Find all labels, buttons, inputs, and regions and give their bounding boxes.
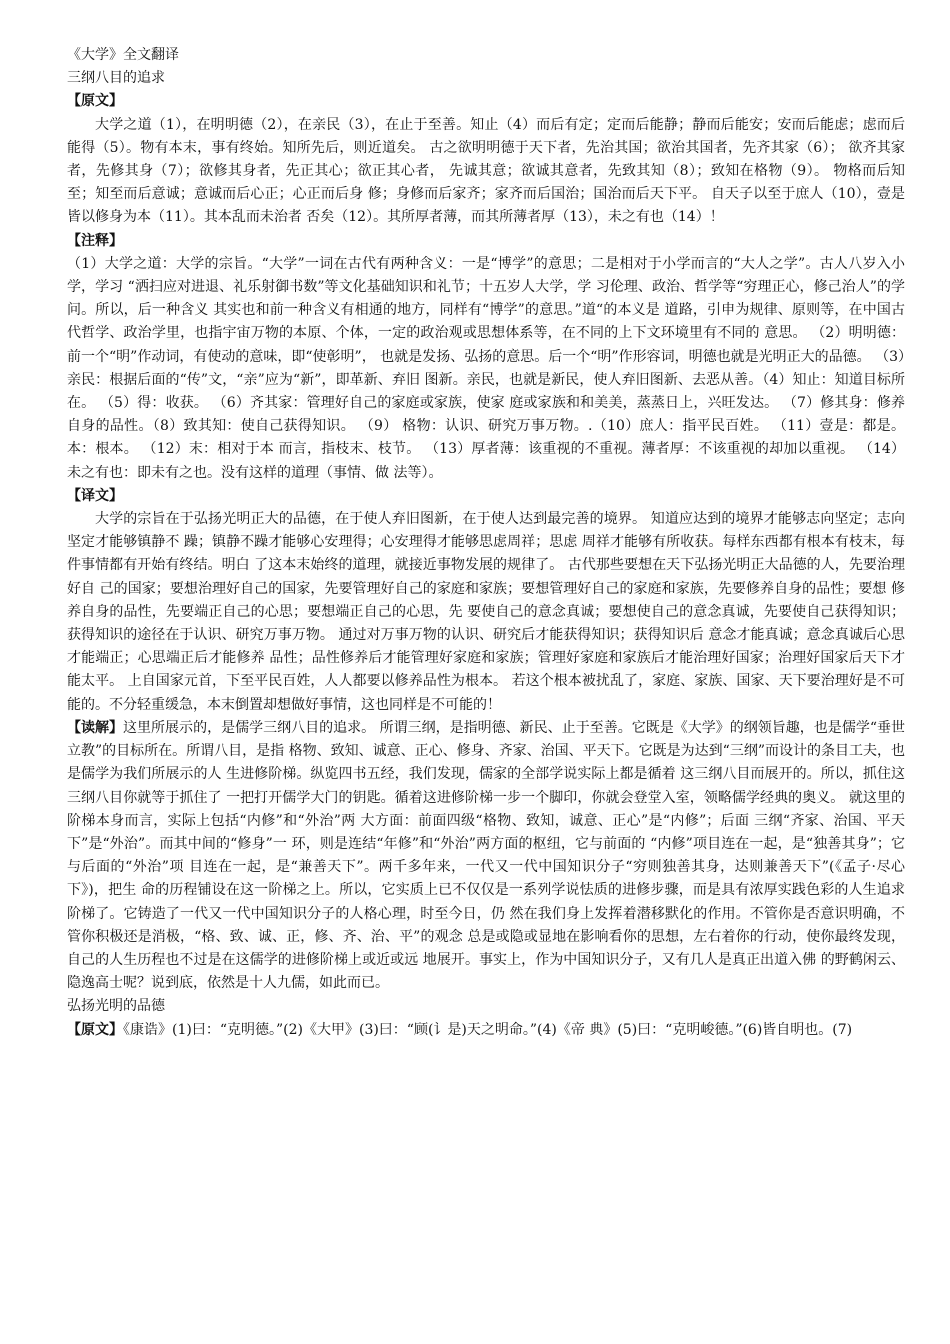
notes-label: 【注释】 xyxy=(67,232,123,249)
section-heading-2: 弘扬光明的品德 xyxy=(67,998,165,1015)
reading-text: 这里所展示的，是儒学三纲八目的追求。 所谓三纲，是指明德、新民、止于至善。它既是《大学》的纲领旨趣，也是儒学“垂世立教”的目标所在。所谓八目，是指 格物、致知、诚意、正心、修身、齐家、治国、平天下。它既是为达到“三纲”而设计的条目工夫，也是儒学为我们所展示的人 生进修阶梯。纵览四书五经，我们发现，儒家的全部学说实际上都是循着 这三纲八目而展开的。所以，抓住这三纲八目你就等于抓住了 一把打开儒学大门的钥匙。循着这进修阶梯一步一个脚印，你就会登堂入室，领略儒学经典的奥义。 就这里的阶梯本身而言，实际上包括“内修”和“外治”两 大方面：前面四级“格物、致知，诚意、正心”是“内修”；后面 三纲“齐家、治国、平天下”是“外治”。而其中间的“修身”一 环，则是连结“年修”和“外治”两方面的枢纽，它与前面的 “内修”项目连在一起，是“独善其身”；它与后面的“外治”项 目连在一起，是“兼善天下”。两千多年来，一代又一代中国知识分子“穷则独善其身，达则兼善天下”(《孟子·尽心下》)，把生 命的历程铺设在这一阶梯之上。所以，它实质上已不仅仅是一系列学说怯质的进修步骤，而是具有浓厚实践色彩的人生追求阶梯了。它铸造了一代又一代中国知识分子的人格心理，时至今日，仍 然在我们身上发挥着潜移默化的作用。不管你是否意识明确，不 管你积极还是消极，“格、致、诚、正，修、齐、治、平”的观念 总是或隐或显地在影响看你的思想，左右着你的行动，使你最终发现，自己的人生历程也不过是在这儒学的进修阶梯上或近或远 地展开。事实上，作为中国知识分子，又有几人是真正出道入佛 的野鹤闲云、隐逸高士呢？说到底，依然是十人九儒，如此而已。 xyxy=(67,719,905,992)
document-title: 《大学》全文翻译 xyxy=(67,47,179,63)
original-text-paragraph: 大学之道（1），在明明德（2），在亲民（3），在止于至善。知止（4）而后有定；定而后能静；静而后能安；安而后能虑；虑而后能得（5）。物有本末，事有终始。知所先后，则近道矣。 古之欲明明德于天下者，先治其国；欲治其国者，先齐其家（6）； 欲齐其家者，先修其身（7）；欲修其身者，先正其心；欲正其心者， 先诚其意；欲诚其意者，先致其知（8）；致知在格物（9）。 物格而后知至；知至而后意诚；意诚而后心正；心正而后身 修；身修而后家齐；家齐而后国治；国治而后天下平。 自天子以至于庶人（10），壹是皆以修身为本（11）。其本乱而未治者 否矣（12）。其所厚者薄，而其所薄者厚（13），未之有也（14）！ xyxy=(67,116,905,226)
document-body xyxy=(67,44,905,1042)
original-text-2: 《康诰》(1)曰：“克明德。”(2)《大甲》(3)曰：“顾(讠是)天之明命。”(4)《帝 典》(5)曰：“克明峻德。”(6)皆自明也。(7) xyxy=(123,1021,853,1038)
section-heading: 三纲八目的追求 xyxy=(67,70,165,87)
original-text-paragraph-2 xyxy=(67,1019,905,1042)
translation-label: 【译文】 xyxy=(67,487,123,504)
original-text-label-2: 【原文】 xyxy=(67,1021,123,1038)
reading-paragraph xyxy=(67,717,905,995)
reading-label: 【读解】 xyxy=(67,719,124,736)
notes-paragraph: （1）大学之道：大学的宗旨。“大学”一词在古代有两种含义：一是“博学”的意思；二是相对于小学而言的“大人之学”。古人八岁入小学，学习 “洒扫应对进退、礼乐射御书数”等文化基础知识和礼节；十五岁人大学，学 习伦理、政治、哲学等“穷理正心，修己治人”的学问。所以，后一种含义 其实也和前一种含义有相通的地方，同样有“博学”的意思。”道“的本义是 道路，引申为规律、原则等，在中国古代哲学、政治学里，也指宇宙万物的本原、个体，一定的政治观或思想体系等，在不同的上下文环境里有不同的 意思。 （2）明明德：前一个“明”作动词，有使动的意味，即“使彰明”， 也就是发扬、弘扬的意思。后一个“明”作形容词，明德也就是光明正大的品德。 （3）亲民：根据后面的“传”文，“亲”应为“新”，即革新、弃旧 图新。亲民，也就是新民，使人弃旧图新、去恶从善。（4）知止：知道目标所在。 （5）得：收获。 （6）齐其家：管理好自己的家庭或家族，使家 庭或家族和和美美，蒸蒸日上，兴旺发达。 （7）修其身：修养自身的品性。（8）致其知：使自己获得知识。 （9） 格物：认识、研究万事万物。.（10）庶人：指平民百姓。 （11）壹是：都是。本：根本。 （12）末：相对于本 而言，指枝末、枝节。 （13）厚者薄：该重视的不重视。薄者厚：不该重视的却加以重视。 （14）未之有也：即未有之也。没有这样的道理（事情、做 法等）。 xyxy=(67,255,905,481)
original-text-label: 【原文】 xyxy=(67,93,123,110)
translation-paragraph: 大学的宗旨在于弘扬光明正大的品德，在于使人弃旧图新，在于使人达到最完善的境界。 知道应达到的境界才能够志向坚定；志向坚定才能够镇静不 躁；镇静不躁才能够心安理得；心安理得才能够思虑周祥；思虑 周祥才能够有所收获。每样东西都有根本有枝末，每件事情都有开始有终结。明白 了这本末始终的道理，就接近事物发展的规律了。 古代那些要想在天下弘扬光明正大品德的人，先要治理好自 己的国家；要想治理好自己的国家，先要管理好自己的家庭和家族；要想管理好自己的家庭和家族，先要修养自身的品性；要想 修养自身的品性，先要端正自己的心思；要想端正自己的心思，先 要使自己的意念真诚；要想使自己的意念真诚，先要使自己获得知识；获得知识的途径在于认识、研究万事万物。 通过对万事万物的认识、研究后才能获得知识；获得知识后 意念才能真诚；意念真诚后心思才能端正；心思端正后才能修养 品性；品性修养后才能管理好家庭和家族；管理好家庭和家族后才能治理好国家；治理好国家后天下才能太平。 上自国家元首，下至平民百姓，人人都要以修养品性为根本。 若这个根本被扰乱了，家庭、家族、国家、天下要治理好是不可 能的。不分轻重缓急，本末倒置却想做好事情，这也同样是不可能的！ xyxy=(67,511,905,713)
